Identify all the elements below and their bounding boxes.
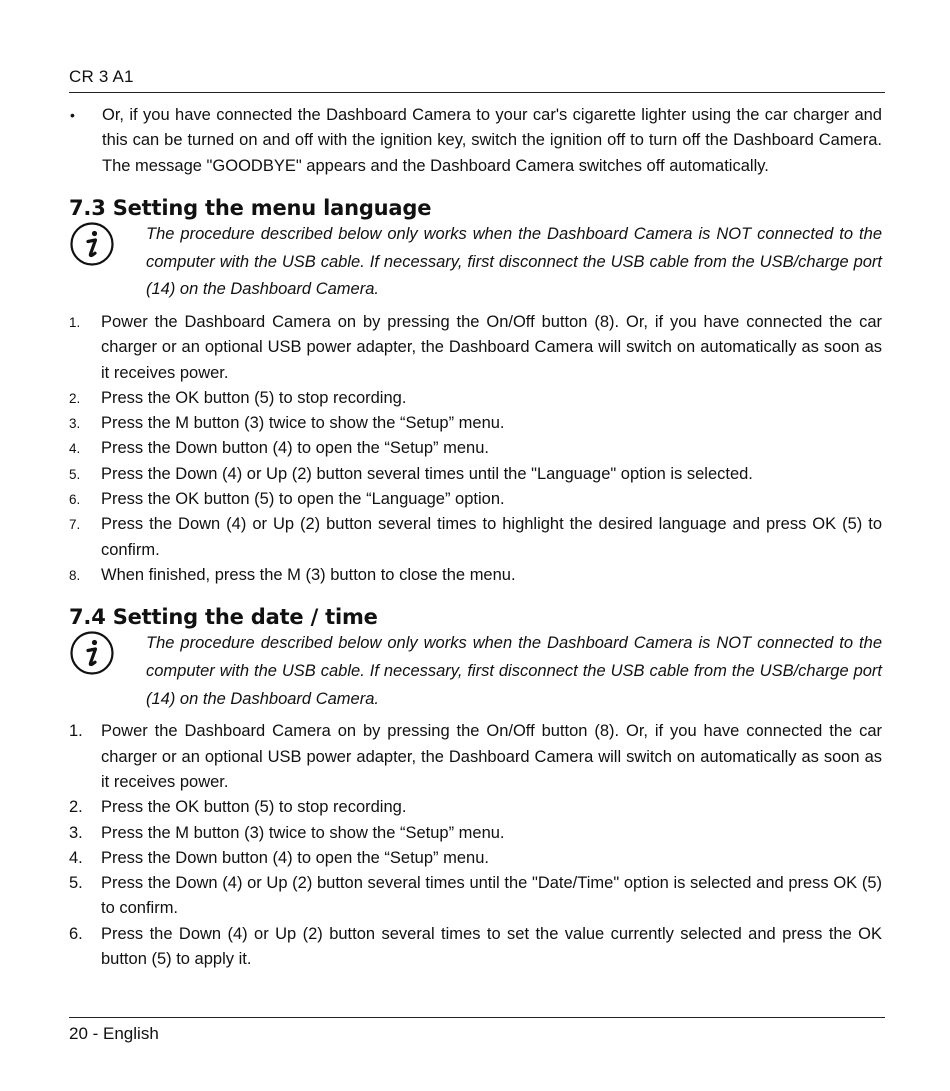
footer-rule	[69, 1017, 885, 1018]
step-number: 3.	[69, 823, 83, 842]
list-item	[69, 846, 882, 871]
list-item	[69, 512, 882, 563]
step-number: 1.	[69, 722, 83, 741]
step-text: Power the Dashboard Camera on by pressing the On/Off button (8). Or, if you have connected the car charger or an optional USB power adapter, the Dashboard Camera will switch on automatically as soon as it receives power.	[101, 313, 882, 382]
list-item	[69, 436, 882, 461]
note-date-time	[69, 630, 882, 713]
document-model-header: CR 3 A1	[69, 67, 134, 86]
step-text: Press the Down (4) or Up (2) button several times to highlight the desired language and press OK (5) to confirm.	[101, 515, 882, 559]
step-text: Press the Down (4) or Up (2) button several times to set the value currently selected and press the OK button (5) to apply it.	[101, 924, 882, 969]
list-item	[69, 922, 882, 973]
step-number: 7.	[69, 517, 81, 533]
header-rule	[69, 92, 885, 93]
step-text: Press the Down (4) or Up (2) button several times until the "Language" option is selected.	[101, 464, 753, 483]
step-text: Press the Down (4) or Up (2) button several times until the "Date/Time" option is selected and press OK (5) to confirm.	[101, 874, 882, 918]
note-text: The procedure described below only works when the Dashboard Camera is NOT connected to the computer with the USB cable. If necessary, first disconnect the USB cable from the USB/charge port (14) on the Dashboard Camera.	[146, 634, 882, 708]
step-text: Press the OK button (5) to open the “Language” option.	[101, 490, 505, 509]
step-text: Power the Dashboard Camera on by pressing the On/Off button (8). Or, if you have connected the car charger or an optional USB power adapter, the Dashboard Camera will switch on automatically as soon as it receives power.	[101, 722, 882, 791]
step-number: 2.	[69, 798, 83, 817]
list-item	[69, 411, 882, 436]
list-item	[69, 563, 882, 588]
step-text: Press the OK button (5) to stop recording.	[101, 388, 407, 407]
list-item	[69, 871, 882, 922]
list-item	[69, 821, 882, 846]
section-title-date-time: 7.4 Setting the date / time	[69, 605, 378, 630]
steps-list-date-time	[69, 719, 882, 972]
page-content	[69, 103, 882, 972]
step-number: 5.	[69, 874, 83, 893]
list-item	[69, 462, 882, 487]
info-icon	[69, 630, 146, 683]
step-text: Press the Down button (4) to open the “Setup” menu.	[101, 439, 489, 458]
page-number-footer: 20 - English	[69, 1024, 159, 1043]
list-item	[69, 386, 882, 411]
step-text: Press the Down button (4) to open the “Setup” menu.	[101, 848, 489, 867]
step-number: 4.	[69, 441, 81, 457]
bullet-mark: •	[70, 107, 75, 123]
step-number: 6.	[69, 924, 83, 943]
section-title-menu-language: 7.3 Setting the menu language	[69, 195, 432, 220]
step-text: Press the M button (3) twice to show the “Setup” menu.	[101, 823, 505, 842]
list-item	[69, 310, 882, 386]
list-item	[69, 795, 882, 820]
step-number: 5.	[69, 466, 81, 482]
step-number: 3.	[69, 416, 81, 432]
step-text: Press the OK button (5) to stop recording.	[101, 798, 407, 817]
step-number: 6.	[69, 492, 81, 508]
step-number: 2.	[69, 390, 81, 406]
steps-list-menu-language	[69, 310, 882, 588]
intro-bullet-text: Or, if you have connected the Dashboard Camera to your car's cigarette lighter using the car charger and this can be turned on and off with the ignition key, switch the ignition off to turn off the Dashboard Camera. The message "GOODBYE" appears and the Dashboard Camera switches off automatically.	[102, 106, 882, 175]
info-icon	[69, 221, 146, 274]
step-number: 1.	[69, 315, 81, 330]
step-number: 4.	[69, 848, 83, 867]
step-text: Press the M button (3) twice to show the “Setup” menu.	[101, 414, 505, 433]
list-item	[69, 487, 882, 512]
note-text: The procedure described below only works when the Dashboard Camera is NOT connected to the computer with the USB cable. If necessary, first disconnect the USB cable from the USB/charge port (14) on the Dashboard Camera.	[146, 224, 882, 299]
note-menu-language	[69, 221, 882, 304]
step-number: 8.	[69, 567, 81, 583]
list-item	[69, 719, 882, 795]
step-text: When finished, press the M (3) button to close the menu.	[101, 565, 516, 584]
intro-bullet-item	[69, 103, 882, 179]
